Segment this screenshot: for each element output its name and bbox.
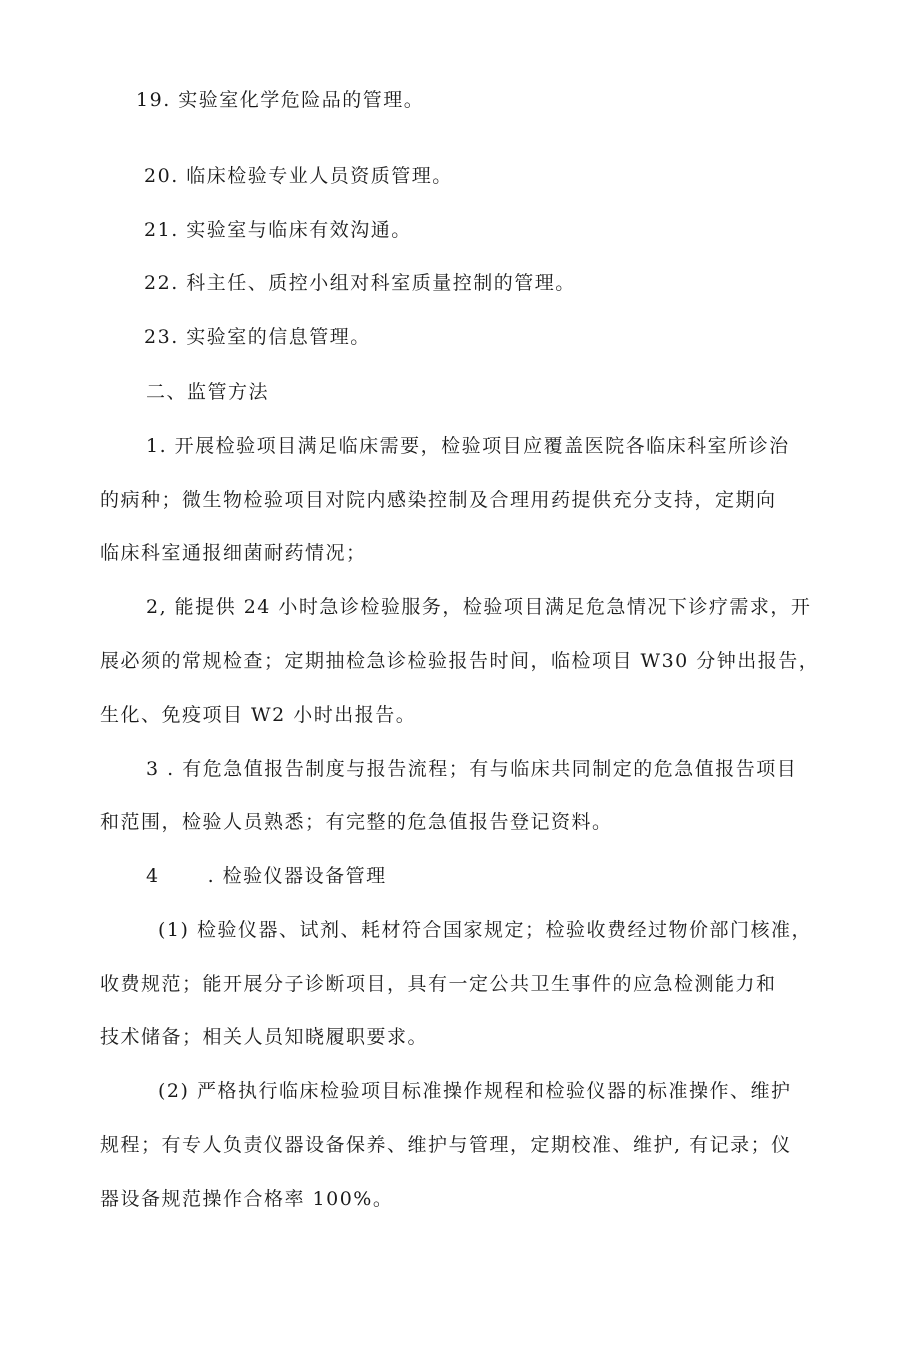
paragraph-4 xyxy=(146,864,387,888)
list-number: 21 xyxy=(144,219,172,241)
paragraph-1-line-2: 的病种；微生物检验项目对院内感染控制及合理用药提供充分支持，定期向 xyxy=(100,489,777,511)
list-item-19 xyxy=(136,88,424,112)
list-text: . 实验室的信息管理。 xyxy=(171,326,371,348)
list-item-23 xyxy=(144,325,371,349)
paragraph-4-number: 4 xyxy=(146,865,160,887)
paragraph-1-line-3: 临床科室通报细菌耐药情况； xyxy=(100,542,367,564)
list-number: 23 xyxy=(144,326,172,348)
paragraph-1-line-1: 1. 开展检验项目满足临床需要，检验项目应覆盖医院各临床科室所诊治 xyxy=(146,435,790,457)
paragraph-5-line-3: 技术储备；相关人员知晓履职要求。 xyxy=(100,1026,429,1048)
list-number: 19 xyxy=(136,89,164,111)
paragraph-6-line-1: (2) 严格执行临床检验项目标准操作规程和检验仪器的标准操作、维护 xyxy=(158,1080,792,1102)
paragraph-5-line-2: 收费规范；能开展分子诊断项目，具有一定公共卫生事件的应急检测能力和 xyxy=(100,973,777,995)
list-number: 20 xyxy=(144,165,172,187)
list-item-22 xyxy=(144,271,576,295)
list-text: . 实验室化学危险品的管理。 xyxy=(163,89,425,111)
paragraph-3-line-1: 3 . 有危急值报告制度与报告流程；有与临床共同制定的危急值报告项目 xyxy=(146,758,798,780)
list-number: 22 xyxy=(144,272,172,294)
paragraph-4-text: . 检验仪器设备管理 xyxy=(207,865,387,887)
list-text: . 实验室与临床有效沟通。 xyxy=(171,219,412,241)
paragraph-2-line-1: 2, 能提供 24 小时急诊检验服务，检验项目满足危急情况下诊疗需求，开 xyxy=(146,596,812,618)
paragraph-5-line-1: (1) 检验仪器、试剂、耗材符合国家规定；检验收费经过物价部门核准， xyxy=(158,919,812,941)
list-item-20 xyxy=(144,164,453,188)
paragraph-2-line-2: 展必须的常规检查；定期抽检急诊检验报告时间，临检项目 W30 分钟出报告， xyxy=(100,650,820,672)
list-item-21 xyxy=(144,218,412,242)
paragraph-2-line-3: 生化、免疫项目 W2 小时出报告。 xyxy=(100,704,417,726)
list-text: . 临床检验专业人员资质管理。 xyxy=(171,165,453,187)
section-heading: 二、监管方法 xyxy=(146,381,270,403)
paragraph-6-line-2: 规程；有专人负责仪器设备保养、维护与管理，定期校准、维护, 有记录；仪 xyxy=(100,1134,792,1156)
paragraph-6-line-3: 器设备规范操作合格率 100%。 xyxy=(100,1188,394,1210)
list-text: . 科主任、质控小组对科室质量控制的管理。 xyxy=(171,272,576,294)
paragraph-3-line-2: 和范围，检验人员熟悉；有完整的危急值报告登记资料。 xyxy=(100,811,613,833)
